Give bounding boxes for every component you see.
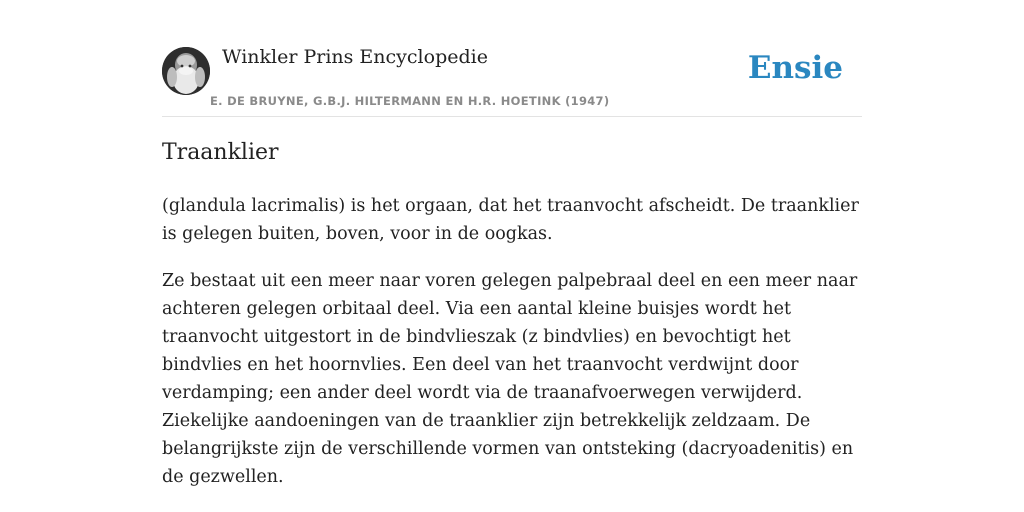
- author-avatar-icon[interactable]: [162, 47, 210, 95]
- source-authors: E. DE BRUYNE, G.B.J. HILTERMANN EN H.R. HOETINK (1947): [210, 94, 610, 108]
- article-paragraph: (glandula lacrimalis) is het orgaan, dat het traanvocht afscheidt. De traanklier is gelegen buiten, boven, voor in de oogkas.: [162, 196, 859, 244]
- article-paragraph: Ze bestaat uit een meer naar voren gelegen palpebraal deel en een meer naar achteren gelegen orbitaal deel. Via een aantal kleine buisjes wordt het traanvocht uitgestort in de bindvlieszak (z bindvlies) en bevochtigt het bindvlies en het hoornvlies. Een deel van het traanvocht verdwijnt door verdamping; een ander deel wordt via de traanafvoerwegen verwijderd. Ziekelijke aandoeningen van de traanklier zijn betrekkelijk zeldzaam. De belangrijkste zijn de verschillende vormen van ontsteking (dacryoadenitis) en de gezwellen.: [162, 271, 858, 487]
- source-header: [162, 40, 862, 117]
- article-body: [162, 192, 862, 510]
- ensie-logo-link[interactable]: Ensie: [747, 50, 843, 86]
- source-title[interactable]: Winkler Prins Encyclopedie: [222, 46, 488, 68]
- article-title: Traanklier: [162, 140, 279, 165]
